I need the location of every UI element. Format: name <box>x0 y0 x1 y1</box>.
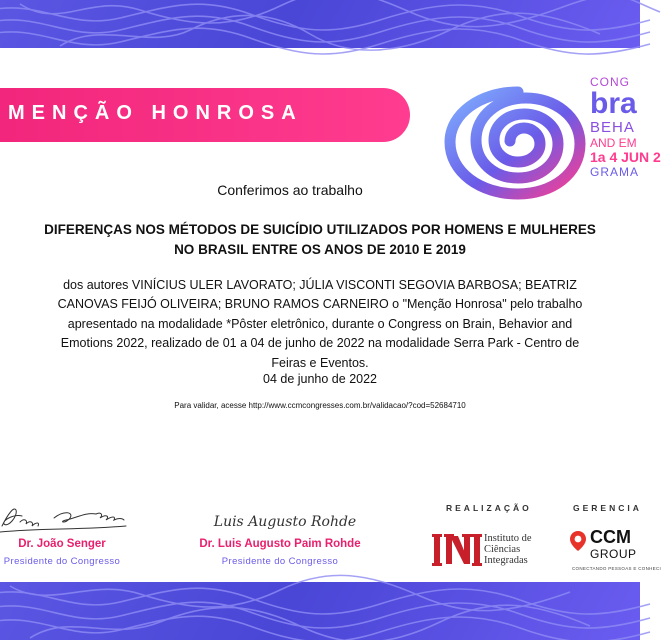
top-decorative-band <box>0 0 640 48</box>
logo-line-4: AND EM <box>590 136 637 150</box>
ici-wordmark <box>484 533 532 566</box>
logo-line-1: CONG <box>590 75 630 89</box>
logo-line-5: 1a 4 JUN 2 <box>590 149 661 165</box>
certificate-intro: Conferimos ao trabalho <box>217 182 363 198</box>
ici-line-1: Instituto de <box>484 533 532 544</box>
award-label: MENÇÃO HONROSA <box>8 102 303 124</box>
realizacao-label: REALIZAÇÃO <box>446 503 532 513</box>
work-title: DIFERENÇAS NOS MÉTODOS DE SUICÍDIO UTILIZADOS POR HOMENS E MULHERES NO BRASIL ENTRE OS ANOS DE 2010 E 2019 <box>44 222 596 257</box>
ccm-pin-icon <box>569 530 587 552</box>
bottom-decorative-band <box>0 582 640 640</box>
signer-1-role: Presidente do Congresso <box>3 556 121 567</box>
signer-2-name: Dr. Luis Augusto Paim Rohde <box>199 538 361 550</box>
certificate-date: 04 de junho de 2022 <box>263 372 377 386</box>
congress-logo-swirl-icon <box>440 86 590 198</box>
ccm-logo-name: CCM <box>590 527 631 547</box>
certificate-body: dos autores VINÍCIUS ULER LAVORATO; JÚLIA VISCONTI SEGOVIA BARBOSA; BEATRIZ CANOVAS FEIJÓ OLIVEIRA; BRUNO RAMOS CARNEIRO o "Menção Honrosa" pelo trabalho apresentado na modalidade *Pôster eletrônico, durante o Congress on Brain, Behavior and Emotions 2022, realizado de 01 a 04 de junho de 2022 na modalidade Serra Park - Centro de Feiras e Eventos. <box>57 278 583 370</box>
ccm-logo-group: GROUP <box>590 547 637 561</box>
logo-line-2: bra <box>590 87 637 120</box>
logo-line-3: BEHA <box>590 119 635 136</box>
congress-logo-wordmark <box>590 75 661 179</box>
logo-line-6: GRAMA <box>590 165 640 179</box>
validation-link[interactable]: Para validar, acesse http://www.ccmcongresses.com.br/validacao/?cod=52684710 <box>174 401 466 410</box>
ccm-slogan: CONECTANDO PESSOAS E CONHECI <box>572 566 661 571</box>
gerenciamento-label: GERENCIA <box>573 503 642 513</box>
signature-2-handwriting: Luis Augusto Rohde <box>213 514 357 530</box>
signer-2-role: Presidente do Congresso <box>221 556 339 567</box>
signer-1-name: Dr. João Senger <box>18 538 106 550</box>
ici-line-3: Integradas <box>484 555 528 566</box>
signature-joao-senger-icon <box>0 500 130 534</box>
signature-luis-rohde-icon <box>200 508 370 534</box>
ici-logo-icon <box>432 532 482 568</box>
ici-line-2: Ciências <box>484 544 521 555</box>
